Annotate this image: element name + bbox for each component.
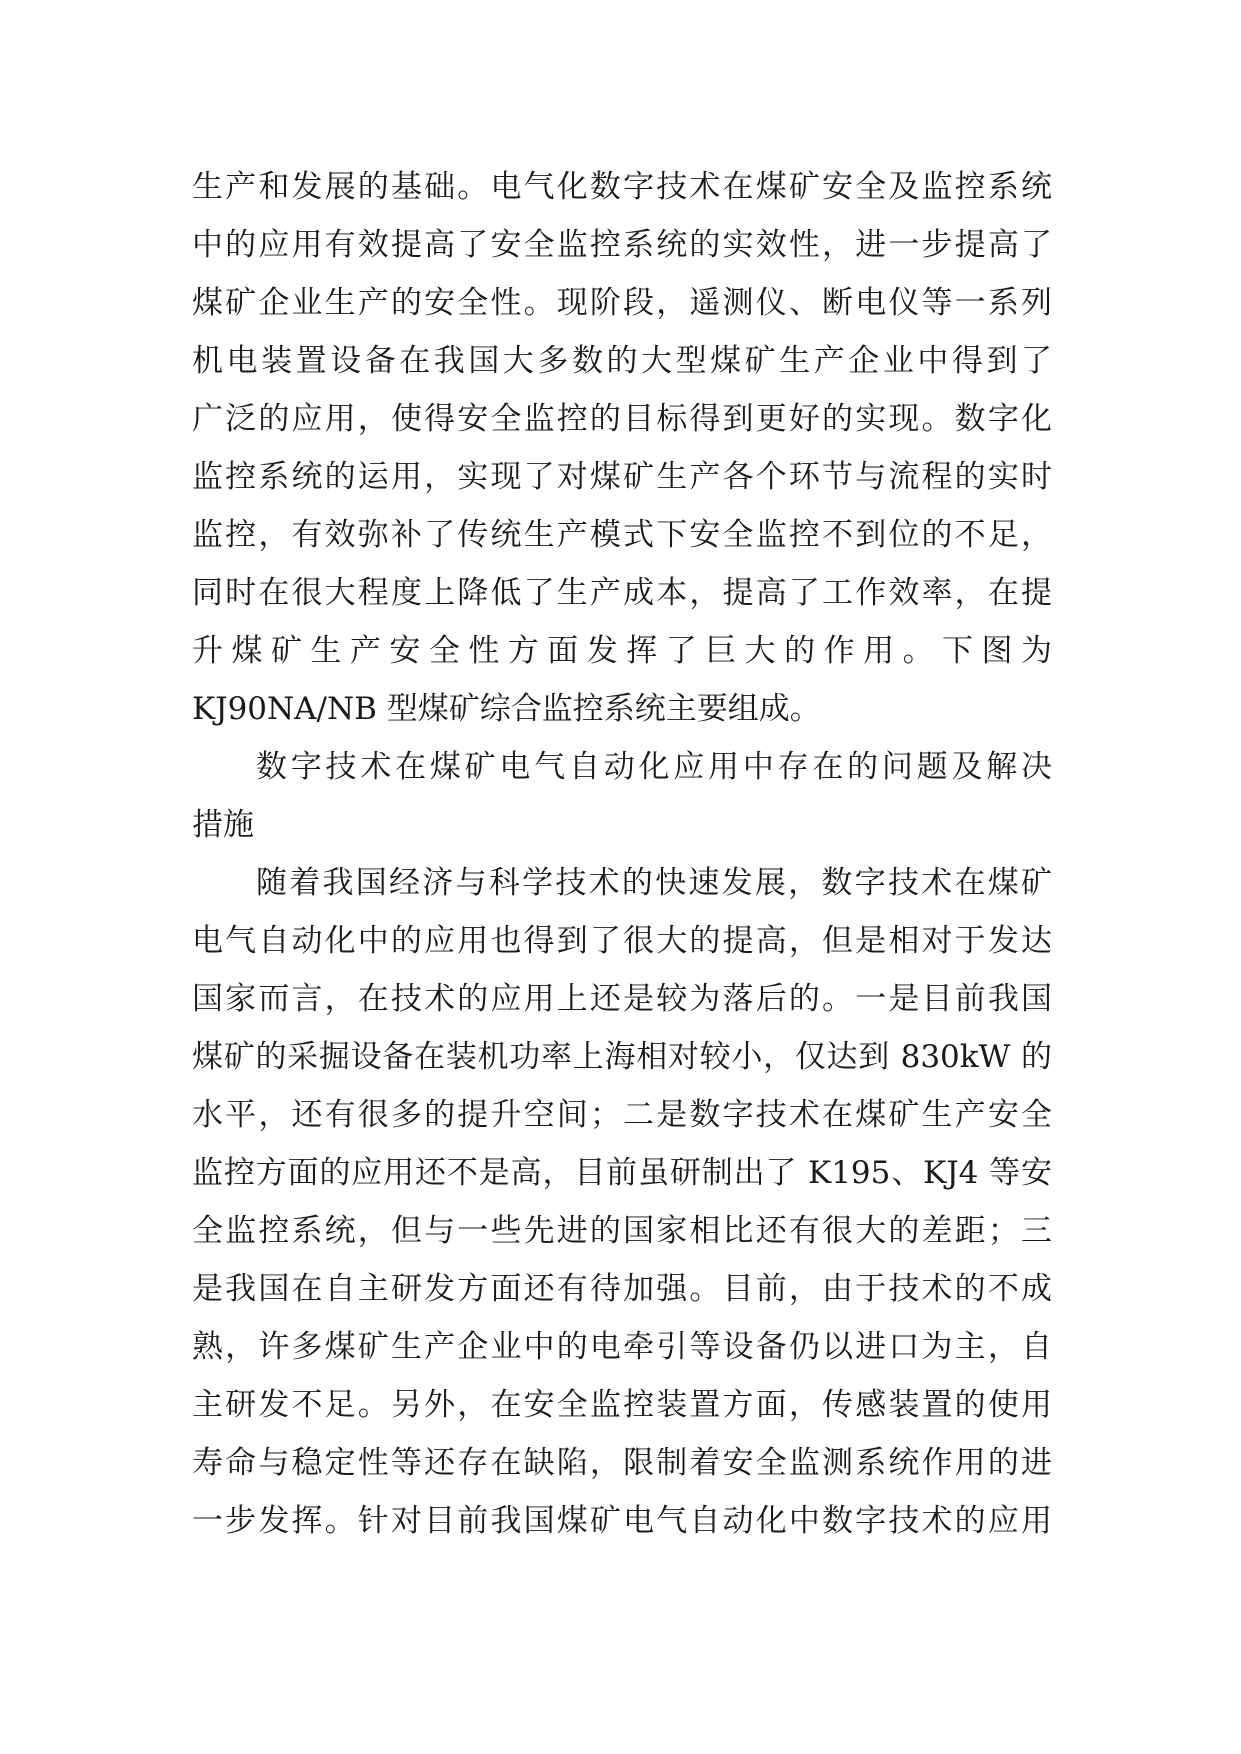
text-line: 国家而言，在技术的应用上还是较为落后的。一是目前我国: [192, 981, 1052, 1017]
heading-line: 措施: [192, 807, 254, 843]
text-line: 全监控系统，但与一些先进的国家相比还有很大的差距；三: [192, 1213, 1052, 1249]
text-line: 升煤矿生产安全性方面发挥了巨大的作用。下图为: [192, 633, 1052, 669]
text-line: 监控方面的应用还不是高，目前虽研制出了 K195、KJ4 等安: [192, 1155, 1052, 1191]
text-line: 电气自动化中的应用也得到了很大的提高，但是相对于发达: [192, 923, 1052, 959]
text-line: KJ90NA/NB 型煤矿综合监控系统主要组成。: [192, 691, 821, 727]
text-line: 中的应用有效提高了安全监控系统的实效性，进一步提高了: [192, 227, 1052, 263]
section-heading: [192, 738, 1052, 854]
text-line: 主研发不足。另外，在安全监控装置方面，传感装置的使用: [192, 1387, 1052, 1423]
body-paragraph: [192, 854, 1052, 1550]
text-column: [192, 158, 1052, 1550]
text-line: 煤矿企业生产的安全性。现阶段，遥测仪、断电仪等一系列: [192, 285, 1052, 321]
text-line: 监控系统的运用，实现了对煤矿生产各个环节与流程的实时: [192, 459, 1052, 495]
text-line: 熟，许多煤矿生产企业中的电牵引等设备仍以进口为主，自: [192, 1329, 1052, 1365]
intro-paragraph: [192, 158, 1052, 738]
text-line: 广泛的应用，使得安全监控的目标得到更好的实现。数字化: [192, 401, 1052, 437]
heading-line: 数字技术在煤矿电气自动化应用中存在的问题及解决: [256, 749, 1052, 785]
text-line: 生产和发展的基础。电气化数字技术在煤矿安全及监控系统: [192, 169, 1052, 205]
text-line: 煤矿的采掘设备在装机功率上海相对较小，仅达到 830kW 的: [192, 1039, 1052, 1075]
text-line: 同时在很大程度上降低了生产成本，提高了工作效率，在提: [192, 575, 1052, 611]
text-line: 是我国在自主研发方面还有待加强。目前，由于技术的不成: [192, 1271, 1052, 1307]
text-line: 机电装置设备在我国大多数的大型煤矿生产企业中得到了: [192, 343, 1052, 379]
text-line: 监控，有效弥补了传统生产模式下安全监控不到位的不足，: [192, 517, 1052, 553]
text-line: 水平，还有很多的提升空间；二是数字技术在煤矿生产安全: [192, 1097, 1052, 1133]
text-line: 随着我国经济与科学技术的快速发展，数字技术在煤矿: [256, 865, 1052, 901]
text-line: 寿命与稳定性等还存在缺陷，限制着安全监测系统作用的进: [192, 1445, 1052, 1481]
text-line: 一步发挥。针对目前我国煤矿电气自动化中数字技术的应用: [192, 1503, 1052, 1539]
